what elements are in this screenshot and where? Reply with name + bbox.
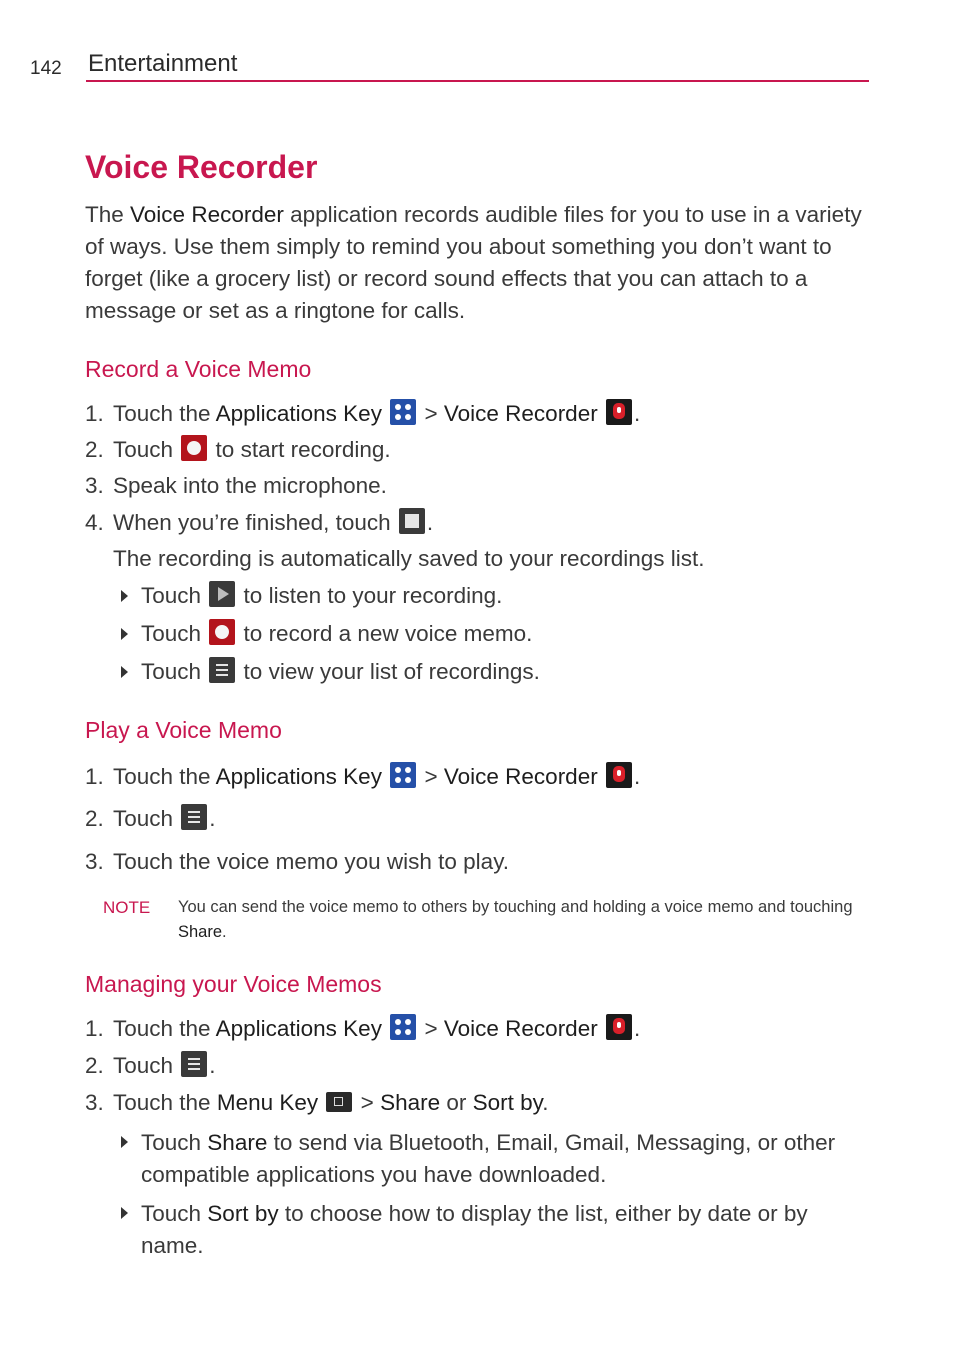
- heading-record-memo: Record a Voice Memo: [85, 356, 312, 383]
- applications-key-icon: [390, 762, 416, 788]
- step-number: 2.: [85, 1053, 104, 1079]
- manage-step-2: [85, 1047, 875, 1084]
- header-section-title: Entertainment: [88, 50, 238, 77]
- key-label: Applications Key: [215, 400, 382, 426]
- step-number: 2.: [85, 805, 104, 831]
- step-text: .: [633, 400, 641, 426]
- record-step-2: [85, 432, 875, 468]
- bullet-text: to record a new voice memo.: [237, 620, 533, 646]
- manage-step-3: [85, 1084, 875, 1121]
- applications-key-icon: [390, 399, 416, 425]
- step-text: >: [354, 1090, 381, 1116]
- step-text: or: [440, 1090, 473, 1116]
- note-block: [85, 895, 875, 945]
- step-text: to start recording.: [209, 436, 391, 462]
- bullet-term: Share: [207, 1130, 268, 1156]
- step-number: 1.: [85, 763, 104, 789]
- step-text: Touch: [113, 436, 180, 462]
- intro-text-a: The: [85, 202, 131, 228]
- step-text: .: [633, 763, 641, 789]
- manage-step-1: [85, 1010, 875, 1047]
- intro-paragraph: [85, 199, 875, 326]
- bullet-triangle: [121, 1207, 128, 1219]
- voice-recorder-icon: [606, 1014, 632, 1040]
- bullet-text: to listen to your recording.: [237, 582, 503, 608]
- record-bullet-record: [85, 615, 875, 653]
- voice-recorder-icon: [606, 399, 632, 425]
- step-number: 4.: [85, 509, 104, 535]
- list-icon: [209, 657, 235, 683]
- intro-term: Voice Recorder: [130, 202, 284, 228]
- manage-bullet-share: [85, 1127, 875, 1190]
- step-number: 2.: [85, 436, 104, 462]
- record-step-1: [85, 396, 875, 432]
- list-icon: [181, 804, 207, 830]
- bullet-text: Touch: [141, 582, 208, 608]
- step-text: Speak into the microphone.: [113, 472, 387, 498]
- bullet-triangle: [121, 628, 128, 640]
- step-text: Touch the voice memo you wish to play.: [113, 848, 510, 874]
- header-rule: [86, 80, 869, 82]
- bullet-triangle: [121, 1136, 128, 1148]
- bullet-text: to choose how to display the list, either by date or by name.: [141, 1201, 808, 1258]
- record-bullet-list: [85, 653, 875, 691]
- intro-text-b: application records audible files for you to use in a variety of ways. Use them simply to remind you about something you don’t want to forget (like a grocery list) or record sound effects that you can attach to a message or set as a ringtone for calls.: [85, 202, 862, 323]
- step-text: .: [633, 1016, 641, 1042]
- menu-key-icon: [326, 1092, 352, 1112]
- app-label: Voice Recorder: [443, 763, 598, 789]
- bullet-text: Touch: [141, 1130, 208, 1156]
- note-text: You can send the voice memo to others by touching and holding a voice memo and touching: [178, 897, 853, 916]
- record-icon: [181, 435, 207, 461]
- option-sort-by: Sort by: [472, 1090, 543, 1116]
- bullet-triangle: [121, 590, 128, 602]
- play-icon: [209, 581, 235, 607]
- play-step-2: [85, 797, 875, 841]
- record-step-3: [85, 468, 875, 504]
- key-label: Menu Key: [216, 1090, 319, 1116]
- step-number: 3.: [85, 848, 104, 874]
- page-title: Voice Recorder: [85, 149, 318, 185]
- step-text: .: [542, 1090, 549, 1116]
- record-step-4: [85, 504, 875, 541]
- step-number: 1.: [85, 1016, 104, 1042]
- play-step-1: [85, 757, 875, 797]
- key-label: Applications Key: [215, 763, 382, 789]
- bullet-text: to send via Bluetooth, Email, Gmail, Messaging, or other compatible applications you have downloaded.: [141, 1130, 836, 1187]
- heading-play-memo: Play a Voice Memo: [85, 716, 282, 743]
- step-text: Touch the: [113, 1016, 216, 1042]
- app-label: Voice Recorder: [443, 1016, 598, 1042]
- voice-recorder-icon: [606, 762, 632, 788]
- record-bullet-play: [85, 577, 875, 615]
- page-content: [85, 150, 875, 1261]
- step-text: >: [418, 763, 444, 789]
- bullet-text: to view your list of recordings.: [237, 658, 540, 684]
- stop-icon: [399, 508, 425, 534]
- bullet-triangle: [121, 666, 128, 678]
- heading-manage-memos: Managing your Voice Memos: [85, 970, 382, 997]
- step-text: Touch the: [113, 400, 216, 426]
- step-text: .: [426, 509, 434, 535]
- note-label: NOTE: [103, 897, 151, 917]
- play-step-3: [85, 841, 875, 883]
- manage-bullet-sort: [85, 1198, 875, 1261]
- step-number: 3.: [85, 472, 104, 498]
- step-text: Touch: [113, 1053, 180, 1079]
- note-term: Share: [178, 922, 223, 941]
- bullet-text: Touch: [141, 620, 208, 646]
- record-steps: [85, 396, 875, 691]
- step-text: Touch: [113, 805, 180, 831]
- play-steps: [85, 757, 875, 883]
- key-label: Applications Key: [215, 1016, 382, 1042]
- bullet-term: Sort by: [207, 1201, 279, 1227]
- option-share: Share: [380, 1090, 441, 1116]
- app-label: Voice Recorder: [443, 400, 598, 426]
- step-text: Touch the: [113, 763, 216, 789]
- applications-key-icon: [390, 1014, 416, 1040]
- step-number: 3.: [85, 1090, 104, 1116]
- step-text: .: [209, 805, 216, 831]
- step-text: When you’re finished, touch: [113, 509, 397, 535]
- note-text: .: [222, 922, 227, 941]
- bullet-text: Touch: [141, 1201, 208, 1227]
- step-text: Touch the: [113, 1090, 217, 1116]
- list-icon: [181, 1051, 207, 1077]
- step-text: .: [209, 1053, 216, 1079]
- step-text: >: [418, 400, 444, 426]
- step-text: >: [418, 1016, 444, 1042]
- record-step-4-continuation: The recording is automatically saved to your recordings list.: [113, 545, 705, 571]
- bullet-text: Touch: [141, 658, 208, 684]
- page-number: 142: [30, 58, 62, 79]
- step-number: 1.: [85, 400, 104, 426]
- manage-steps: [85, 1010, 875, 1261]
- record-icon: [209, 619, 235, 645]
